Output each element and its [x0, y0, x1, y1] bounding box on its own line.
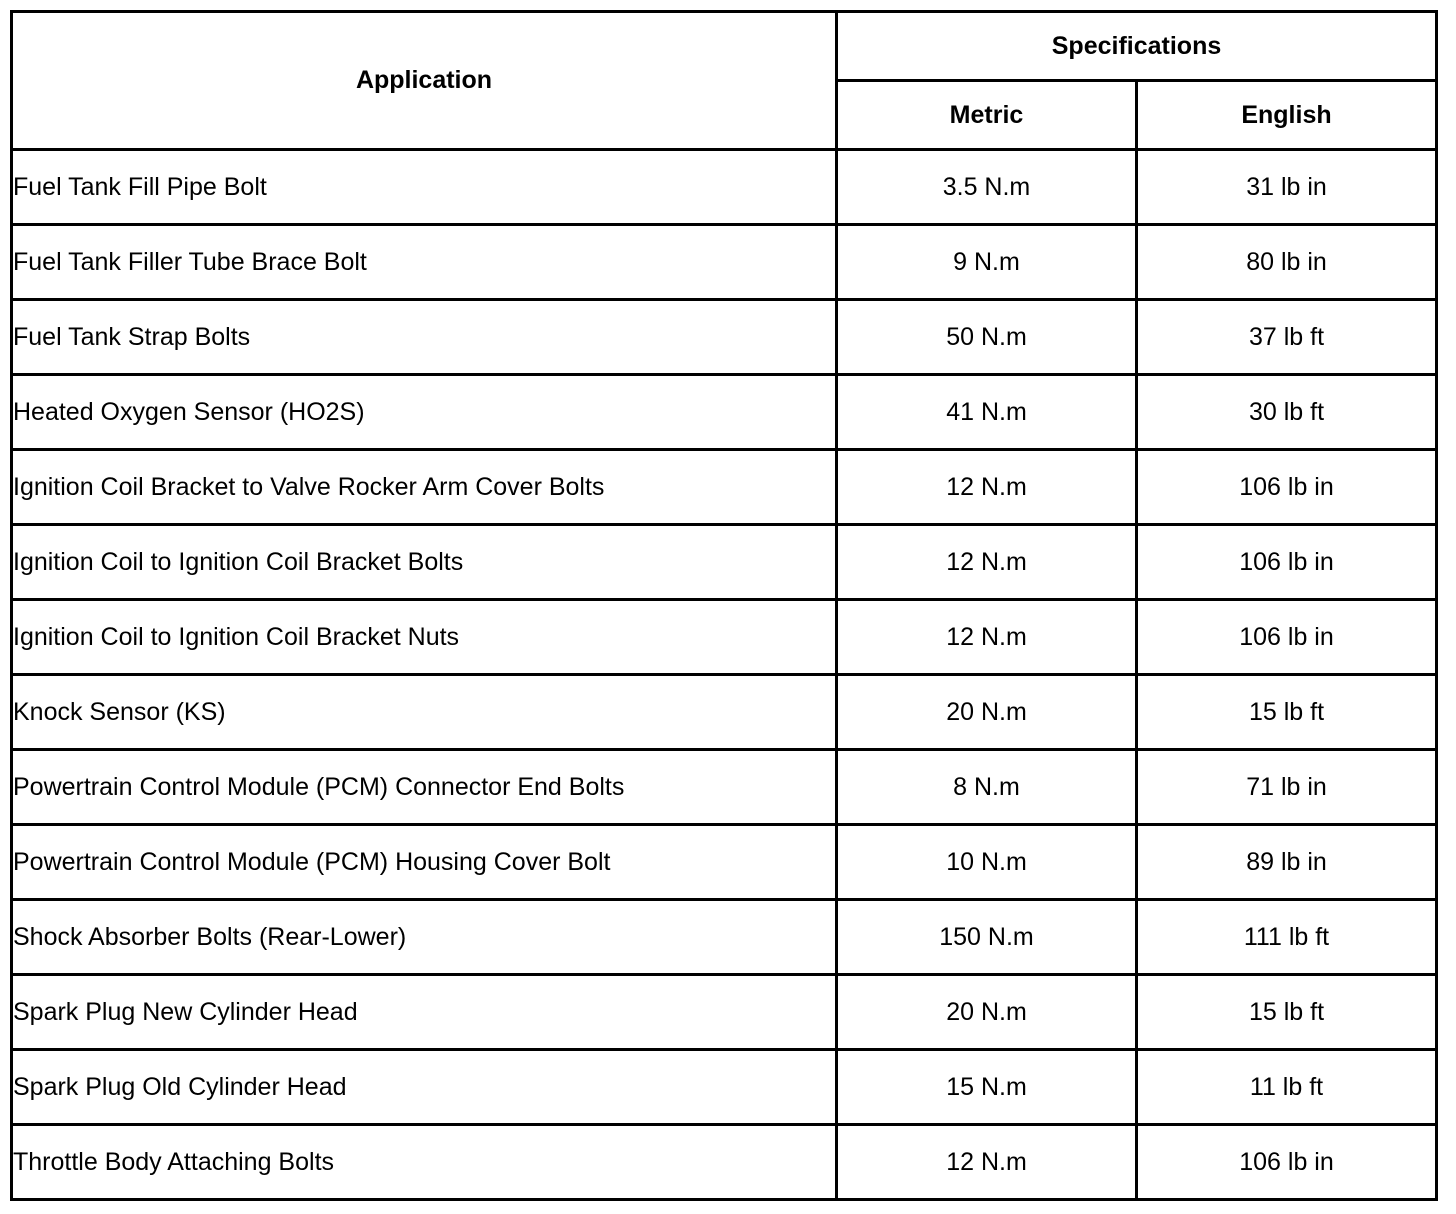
- application-cell: Spark Plug New Cylinder Head: [12, 975, 837, 1050]
- column-header-english: English: [1137, 81, 1437, 150]
- english-cell: 15 lb ft: [1137, 975, 1437, 1050]
- column-group-header-specifications: Specifications: [837, 12, 1437, 81]
- table-row: [12, 750, 1437, 825]
- application-cell: Fuel Tank Filler Tube Brace Bolt: [12, 225, 837, 300]
- english-cell: 71 lb in: [1137, 750, 1437, 825]
- table-row: [12, 675, 1437, 750]
- torque-spec-table: [10, 10, 1438, 1201]
- metric-cell: 41 N.m: [837, 375, 1137, 450]
- metric-cell: 9 N.m: [837, 225, 1137, 300]
- application-cell: Fuel Tank Fill Pipe Bolt: [12, 150, 837, 225]
- metric-cell: 150 N.m: [837, 900, 1137, 975]
- english-cell: 106 lb in: [1137, 1125, 1437, 1200]
- english-cell: 37 lb ft: [1137, 300, 1437, 375]
- table-row: [12, 600, 1437, 675]
- metric-cell: 12 N.m: [837, 525, 1137, 600]
- metric-cell: 12 N.m: [837, 1125, 1137, 1200]
- english-cell: 106 lb in: [1137, 600, 1437, 675]
- metric-cell: 20 N.m: [837, 675, 1137, 750]
- column-header-application: Application: [12, 12, 837, 150]
- metric-cell: 3.5 N.m: [837, 150, 1137, 225]
- application-cell: Ignition Coil to Ignition Coil Bracket Nuts: [12, 600, 837, 675]
- table-row: [12, 525, 1437, 600]
- english-cell: 30 lb ft: [1137, 375, 1437, 450]
- english-cell: 106 lb in: [1137, 450, 1437, 525]
- metric-cell: 20 N.m: [837, 975, 1137, 1050]
- table-row: [12, 1125, 1437, 1200]
- english-cell: 15 lb ft: [1137, 675, 1437, 750]
- metric-cell: 15 N.m: [837, 1050, 1137, 1125]
- english-cell: 89 lb in: [1137, 825, 1437, 900]
- english-cell: 31 lb in: [1137, 150, 1437, 225]
- table-row: [12, 150, 1437, 225]
- english-cell: 106 lb in: [1137, 525, 1437, 600]
- table-row: [12, 825, 1437, 900]
- application-cell: Spark Plug Old Cylinder Head: [12, 1050, 837, 1125]
- metric-cell: 50 N.m: [837, 300, 1137, 375]
- metric-cell: 8 N.m: [837, 750, 1137, 825]
- application-cell: Powertrain Control Module (PCM) Connector End Bolts: [12, 750, 837, 825]
- application-cell: Heated Oxygen Sensor (HO2S): [12, 375, 837, 450]
- application-cell: Powertrain Control Module (PCM) Housing Cover Bolt: [12, 825, 837, 900]
- english-cell: 11 lb ft: [1137, 1050, 1437, 1125]
- application-cell: Throttle Body Attaching Bolts: [12, 1125, 837, 1200]
- table-row: [12, 450, 1437, 525]
- column-header-metric: Metric: [837, 81, 1137, 150]
- metric-cell: 10 N.m: [837, 825, 1137, 900]
- metric-cell: 12 N.m: [837, 450, 1137, 525]
- table-row: [12, 375, 1437, 450]
- header-row-1: [12, 12, 1437, 81]
- table-row: [12, 225, 1437, 300]
- application-cell: Fuel Tank Strap Bolts: [12, 300, 837, 375]
- application-cell: Shock Absorber Bolts (Rear-Lower): [12, 900, 837, 975]
- application-cell: Knock Sensor (KS): [12, 675, 837, 750]
- table-row: [12, 900, 1437, 975]
- application-cell: Ignition Coil Bracket to Valve Rocker Arm Cover Bolts: [12, 450, 837, 525]
- table-row: [12, 1050, 1437, 1125]
- english-cell: 111 lb ft: [1137, 900, 1437, 975]
- table-row: [12, 300, 1437, 375]
- english-cell: 80 lb in: [1137, 225, 1437, 300]
- application-cell: Ignition Coil to Ignition Coil Bracket Bolts: [12, 525, 837, 600]
- table-row: [12, 975, 1437, 1050]
- metric-cell: 12 N.m: [837, 600, 1137, 675]
